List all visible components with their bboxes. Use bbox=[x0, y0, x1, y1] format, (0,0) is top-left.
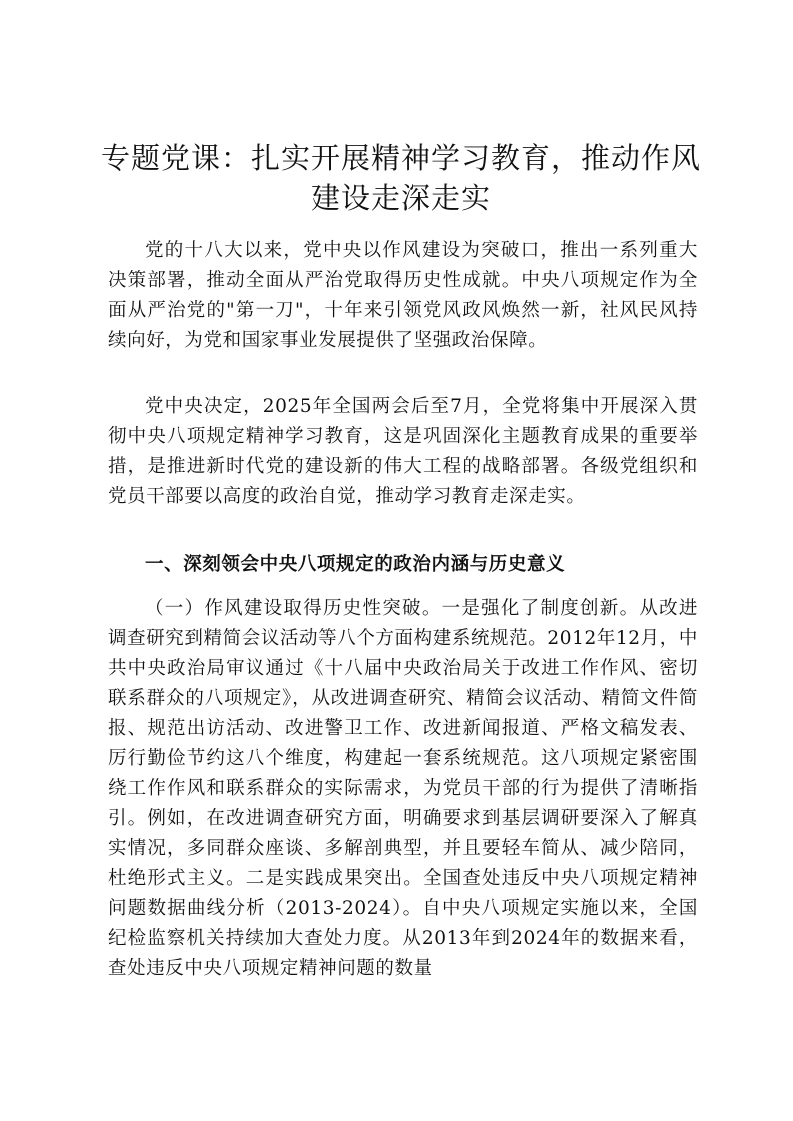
section-paragraph: （一）作风建设取得历史性突破。一是强化了制度创新。从改进调查研究到精简会议活动等八个方面构建系统规范。2012年12月，中共中央政治局审议通过《十八届中央政治局关于改进工作作风、密切联系群众的八项规定》，从改进调查研究、精简会议活动、精简文件简报、规范出访活动、改进警卫工作、改进新闻报道、严格文稿发表、厉行勤俭节约这八个维度，构建起一套系统规范。这八项规定紧密围绕工作作风和联系群众的实际需求，为党员干部的行为提供了清晰指引。例如，在改进调查研究方面，明确要求到基层调研要深入了解真实情况，多同群众座谈、多解剖典型，并且要轻车简从、减少陪同，杜绝形式主义。二是实践成果突出。全国查处违反中央八项规定精神问题数据曲线分析（2013-2024）。自中央八项规定实施以来，全国纪检监察机关持续加大查处力度。从2013年到2024年的数据来看，查处违反中央八项规定精神问题的数量 bbox=[108, 598, 698, 979]
document-title: 专题党课：扎实开展精神学习教育，推动作风建设走深走实 bbox=[100, 141, 701, 215]
body-paragraph-2: 党中央决定，2025年全国两会后至7月，全党将集中开展深入贯彻中央八项规定精神学习教育，这是巩固深化主题教育成果的重要举措，是推进新时代党的建设新的伟大工程的战略部署。各级党组织和党员干部要以高度的政治自觉，推动学习教育走深走实。 bbox=[108, 396, 698, 507]
body-paragraph-1: 党的十八大以来，党中央以作风建设为突破口，推出一系列重大决策部署，推动全面从严治党取得历史性成就。中央八项规定作为全面从严治党的"第一刀"，十年来引领党风政风焕然一新，社风民风持续向好，为党和国家事业发展提供了坚强政治保障。 bbox=[108, 240, 698, 351]
section-heading: 一、深刻领会中央八项规定的政治内涵与历史意义 bbox=[145, 554, 566, 575]
